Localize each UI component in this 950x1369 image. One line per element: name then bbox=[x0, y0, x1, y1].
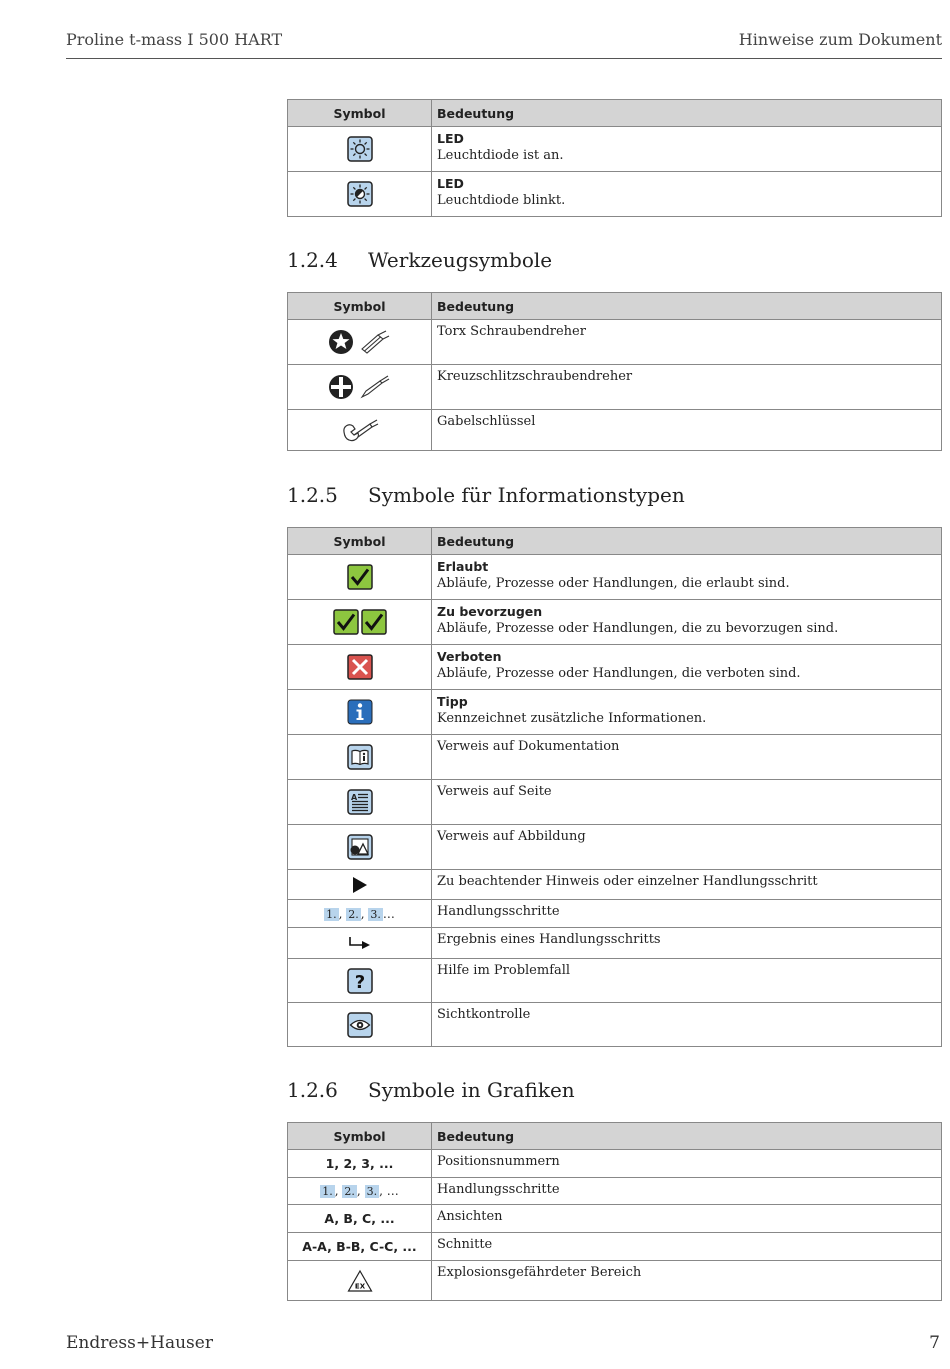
table-row bbox=[288, 690, 942, 735]
table-row bbox=[288, 900, 942, 928]
row-desc: Ansichten bbox=[432, 1205, 942, 1233]
row-desc: Explosionsgefährdeter Bereich bbox=[432, 1261, 942, 1301]
phillips-screwdriver-icon bbox=[328, 380, 392, 395]
row-symbol: 1, 2, 3, ... bbox=[288, 1150, 432, 1178]
row-desc: Verweis auf Abbildung bbox=[432, 825, 942, 870]
row-title: LED bbox=[437, 176, 464, 191]
table-row bbox=[288, 735, 942, 780]
table-row bbox=[288, 320, 942, 365]
col-symbol-header: Symbol bbox=[288, 528, 432, 555]
col-meaning-header: Bedeutung bbox=[432, 1123, 942, 1150]
graphic-reference-icon bbox=[347, 840, 373, 855]
table-row bbox=[288, 1233, 942, 1261]
led-symbol-table bbox=[287, 99, 942, 217]
table-row bbox=[288, 780, 942, 825]
footer-brand: Endress+Hauser bbox=[66, 1333, 213, 1353]
row-desc: Sichtkontrolle bbox=[432, 1003, 942, 1047]
table-row bbox=[288, 825, 942, 870]
row-desc: Abläufe, Prozesse oder Handlungen, die erlaubt sind. bbox=[437, 576, 790, 591]
tool-symbol-table bbox=[287, 292, 942, 451]
open-end-wrench-icon bbox=[340, 423, 380, 438]
row-desc: Zu beachtender Hinweis oder einzelner Handlungsschritt bbox=[432, 870, 942, 900]
col-meaning-header: Bedeutung bbox=[432, 293, 942, 320]
table-row bbox=[288, 410, 942, 451]
table-row bbox=[288, 600, 942, 645]
page-number: 7 bbox=[929, 1333, 940, 1353]
row-desc: Hilfe im Problemfall bbox=[432, 959, 942, 1003]
checkmark-preferred-icon bbox=[333, 615, 387, 630]
header-doc-title: Proline t-mass I 500 HART bbox=[66, 30, 283, 49]
help-question-icon bbox=[347, 971, 373, 993]
row-desc: Leuchtdiode blinkt. bbox=[437, 193, 566, 208]
info-symbol-table bbox=[287, 527, 942, 1047]
document-reference-icon bbox=[347, 750, 373, 765]
page-reference-icon bbox=[347, 795, 373, 810]
play-arrow-icon bbox=[353, 877, 367, 892]
row-symbol: A-A, B-B, C-C, ... bbox=[288, 1233, 432, 1261]
row-desc: Torx Schraubendreher bbox=[432, 320, 942, 365]
col-symbol-header: Symbol bbox=[288, 293, 432, 320]
cross-forbidden-icon bbox=[347, 660, 373, 675]
header-section-title: Hinweise zum Dokument bbox=[738, 30, 942, 49]
info-tip-icon bbox=[347, 705, 373, 720]
col-meaning-header: Bedeutung bbox=[432, 528, 942, 555]
torx-screwdriver-icon bbox=[328, 335, 392, 350]
table-row bbox=[288, 1205, 942, 1233]
steps-symbol: 1. , 2. , 3. , … bbox=[288, 1178, 432, 1205]
steps-symbol: 1. , 2. , 3. … bbox=[288, 900, 432, 928]
row-desc: Schnitte bbox=[432, 1233, 942, 1261]
eye-visual-check-icon bbox=[347, 1017, 373, 1032]
row-title: Tipp bbox=[437, 694, 468, 709]
row-title: Zu bevorzugen bbox=[437, 604, 543, 619]
row-desc: Handlungsschritte bbox=[432, 1178, 942, 1205]
svg-text:A: A bbox=[350, 793, 357, 802]
table-row bbox=[288, 1178, 942, 1205]
explosion-hazard-icon bbox=[347, 1273, 373, 1288]
result-arrow-icon bbox=[349, 936, 371, 951]
row-title: Erlaubt bbox=[437, 559, 489, 574]
row-title: Verboten bbox=[437, 649, 502, 664]
row-desc: Abläufe, Prozesse oder Handlungen, die verboten sind. bbox=[437, 666, 801, 681]
led-blinking-icon bbox=[347, 187, 373, 202]
row-desc: Verweis auf Seite bbox=[432, 780, 942, 825]
table-row bbox=[288, 959, 942, 1003]
svg-text:EX: EX bbox=[354, 1282, 365, 1290]
row-desc: Gabelschlüssel bbox=[432, 410, 942, 451]
col-meaning-header: Bedeutung bbox=[432, 100, 942, 127]
section-heading-124: 1.2.4 Werkzeugsymbole bbox=[287, 248, 553, 272]
col-symbol-header: Symbol bbox=[288, 1123, 432, 1150]
checkmark-permitted-icon bbox=[347, 570, 373, 585]
row-desc: Verweis auf Dokumentation bbox=[432, 735, 942, 780]
table-row bbox=[288, 365, 942, 410]
row-title: LED bbox=[437, 131, 464, 146]
table-row bbox=[288, 1003, 942, 1047]
row-desc: Abläufe, Prozesse oder Handlungen, die zu bevorzugen sind. bbox=[437, 621, 839, 636]
svg-text:?: ? bbox=[354, 971, 365, 993]
table-row bbox=[288, 645, 942, 690]
table-row bbox=[288, 127, 942, 172]
section-heading-126: 1.2.6 Symbole in Grafiken bbox=[287, 1078, 575, 1102]
table-row bbox=[288, 870, 942, 900]
row-desc: Kreuzschlitzschraubendreher bbox=[432, 365, 942, 410]
row-symbol: A, B, C, ... bbox=[288, 1205, 432, 1233]
table-row bbox=[288, 172, 942, 217]
graphics-symbol-table bbox=[287, 1122, 942, 1301]
table-row bbox=[288, 555, 942, 600]
table-row bbox=[288, 1261, 942, 1301]
section-heading-125: 1.2.5 Symbole für Informationstypen bbox=[287, 483, 685, 507]
table-row bbox=[288, 928, 942, 959]
row-desc: Kennzeichnet zusätzliche Informationen. bbox=[437, 711, 707, 726]
row-desc: Leuchtdiode ist an. bbox=[437, 148, 564, 163]
row-desc: Positionsnummern bbox=[432, 1150, 942, 1178]
row-desc: Ergebnis eines Handlungsschritts bbox=[432, 928, 942, 959]
page-header bbox=[66, 30, 942, 59]
col-symbol-header: Symbol bbox=[288, 100, 432, 127]
led-on-icon bbox=[347, 142, 373, 157]
table-row bbox=[288, 1150, 942, 1178]
row-desc: Handlungsschritte bbox=[432, 900, 942, 928]
